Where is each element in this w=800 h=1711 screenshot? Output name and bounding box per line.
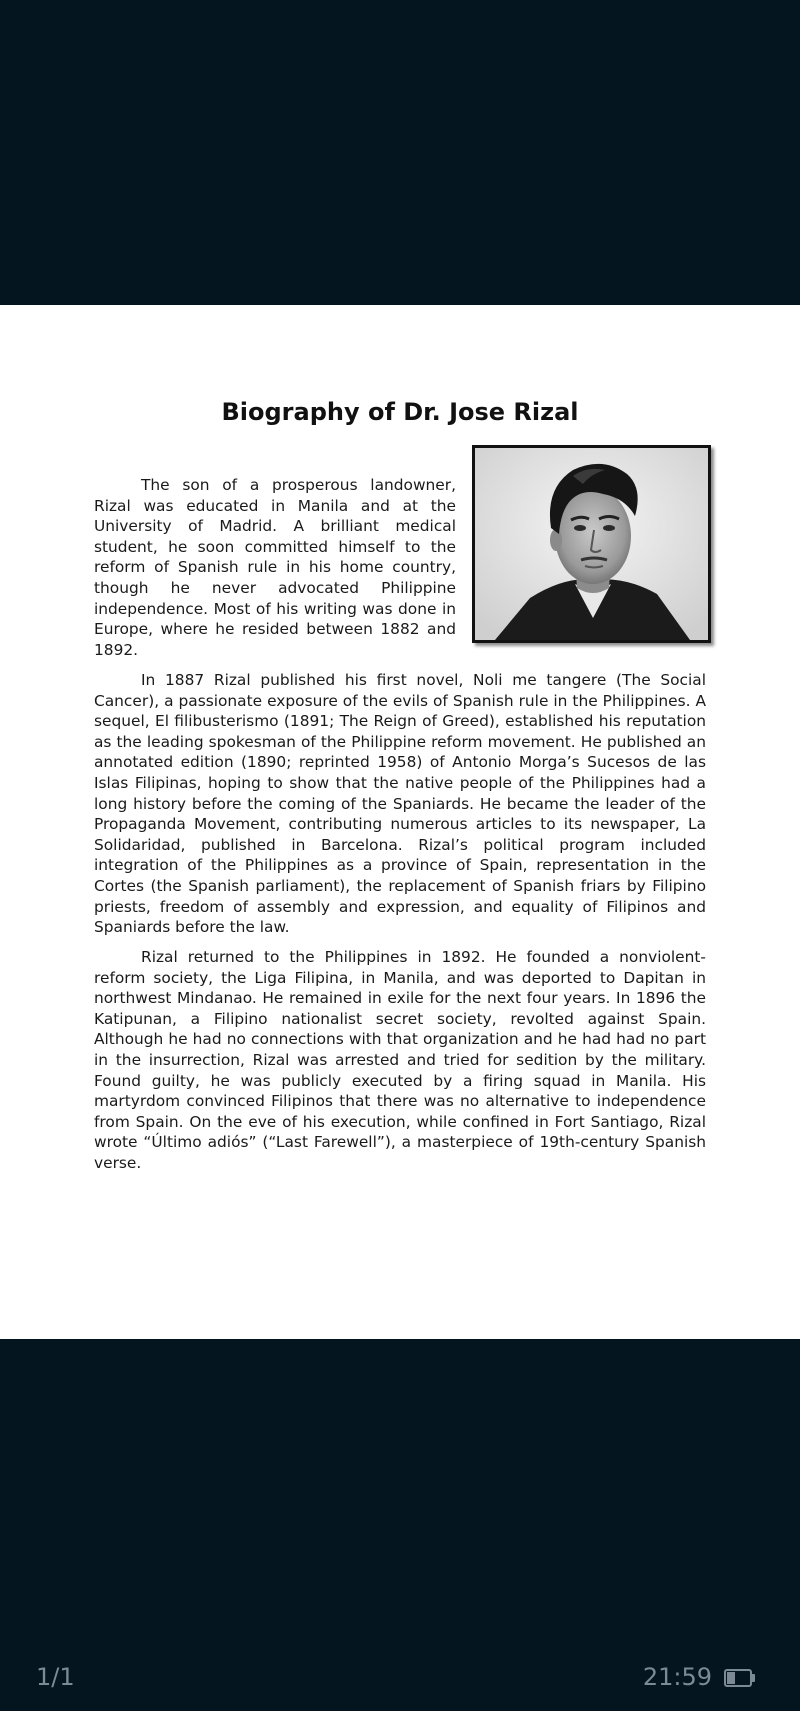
portrait-photo xyxy=(472,445,711,643)
status-time: 21:59 xyxy=(642,1663,712,1691)
page-indicator: 1/1 xyxy=(36,1663,75,1691)
portrait-image xyxy=(475,448,708,640)
battery-icon xyxy=(724,1669,752,1687)
page-title: Biography of Dr. Jose Rizal xyxy=(221,398,579,426)
document-page xyxy=(0,305,800,1339)
battery-fill xyxy=(727,1672,735,1684)
paragraph-1: The son of a prosperous landowner, Rizal was educated in Manila and at the University of Madrid. A brilliant medical student, he soon committed himself to the reform of Spanish rule in his home country, though he never advocated Philippine independence. Most of his writing was done in Europe, where he resided between 1882 and 1892. xyxy=(94,476,456,659)
paragraph-2: In 1887 Rizal published his first novel, Noli me tangere (The Social Cancer), a passionate exposure of the evils of Spanish rule in the Philippines. A sequel, El filibusterismo (1891; The Reign of Greed), established his reputation as the leading spokesman of the Philippine reform movement. He published an annotated edition (1890; reprinted 1958) of Antonio Morga’s Sucesos de las Islas Filipinas, hoping to show that the native people of the Philippines had a long history before the coming of the Spaniards. He became the leader of the Propaganda Movement, contributing numerous articles to its newspaper, La Solidaridad, published in Barcelona. Rizal’s political program included integration of the Philippines as a province of Spain, representation in the Cortes (the Spanish parliament), the replacement of Spanish friars by Filipino priests, freedom of assembly and expression, and equality of Filipinos and Spaniards before the law. xyxy=(94,671,706,937)
paragraph-3: Rizal returned to the Philippines in 1892. He founded a nonviolent-reform society, the Liga Filipina, in Manila, and was deported to Dapitan in northwest Mindanao. He remained in exile for the next four years. In 1896 the Katipunan, a Filipino nationalist secret society, revolted against Spain. Although he had no connections with that organization and he had had no part in the insurrection, Rizal was arrested and tried for sedition by the military. Found guilty, he was publicly executed by a firing squad in Manila. His martyrdom convinced Filipinos that there was no alternative to independence from Spain. On the eve of his execution, while confined in Fort Santiago, Rizal wrote “Último adiós” (“Last Farewell”), a masterpiece of 19th-century Spanish verse. xyxy=(94,948,706,1172)
